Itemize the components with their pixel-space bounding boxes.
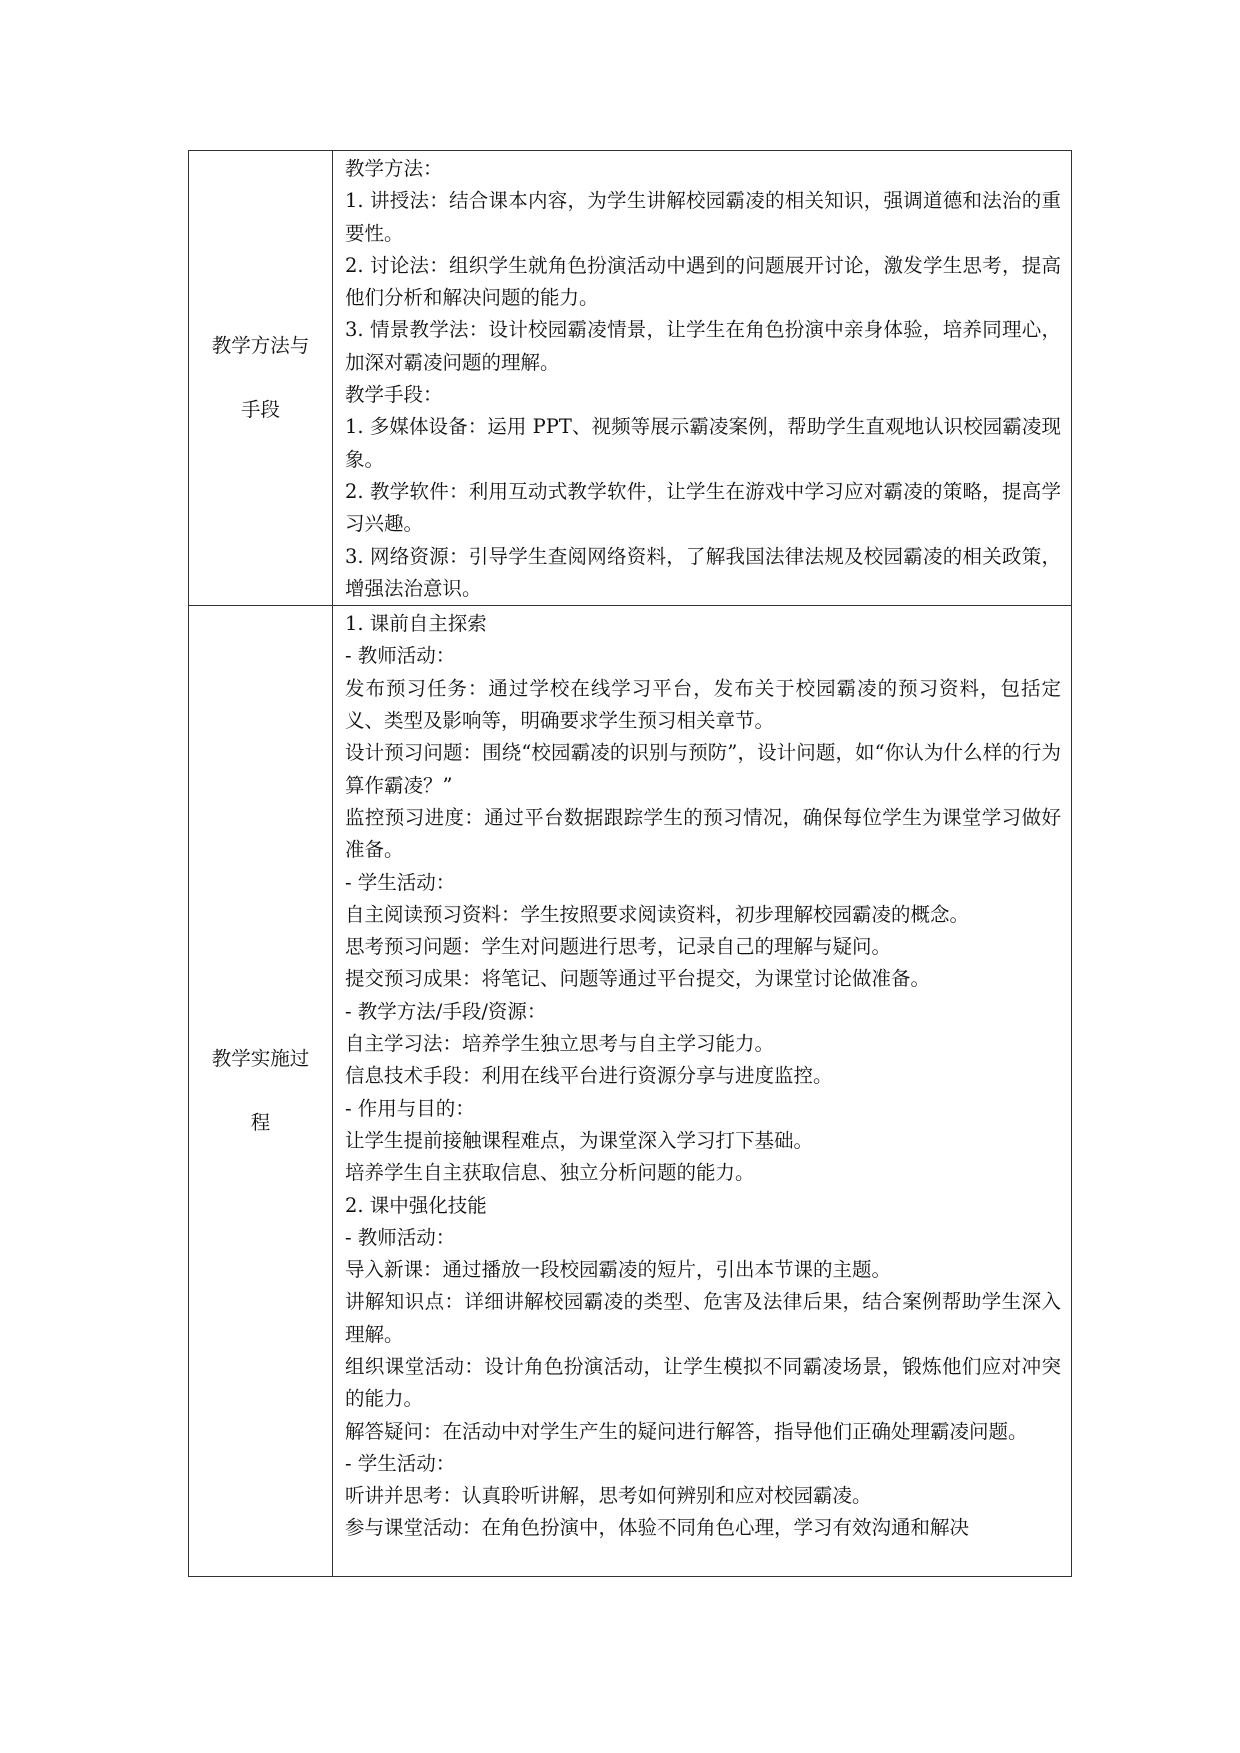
paragraph: 监控预习进度：通过平台数据跟踪学生的预习情况，确保每位学生为课堂学习做好准备。 (345, 805, 1061, 862)
paragraph: 自主学习法：培养学生独立思考与自主学习能力。 (345, 1032, 775, 1056)
lesson-plan-table (188, 150, 1072, 1577)
row-label-line: 手段 (240, 398, 280, 422)
paragraph: 教学方法： (345, 157, 443, 180)
paragraph: - 作用与目的： (345, 1096, 475, 1120)
row-label-line: 程 (250, 1111, 271, 1135)
table-row-methods (189, 151, 1072, 606)
paragraph: 2. 课中强化技能 (345, 1193, 487, 1217)
paragraph: 让学生提前接触课程难点，为课堂深入学习打下基础。 (345, 1128, 814, 1152)
paragraph: 组织课堂活动：设计角色扮演活动，让学生模拟不同霸凌场景，锻炼他们应对冲突的能力。 (345, 1354, 1061, 1411)
paragraph: 信息技术手段：利用在线平台进行资源分享与进度监控。 (345, 1064, 833, 1088)
paragraph: 自主阅读预习资料：学生按照要求阅读资料，初步理解校园霸凌的概念。 (345, 902, 970, 926)
paragraph: - 教师活动： (345, 1225, 456, 1249)
paragraph: 1. 多媒体设备：运用 PPT、视频等展示霸凌案例，帮助学生直观地认识校园霸凌现象。 (345, 415, 1061, 471)
paragraph: 3. 情景教学法：设计校园霸凌情景，让学生在角色扮演中亲身体验，培养同理心，加深对霸凌问题的理解。 (345, 318, 1061, 374)
paragraph: 听讲并思考：认真聆听讲解，思考如何辨别和应对校园霸凌。 (345, 1484, 872, 1508)
row-label-cell (189, 151, 333, 606)
paragraph: 思考预习问题：学生对问题进行思考，记录自己的理解与疑问。 (345, 935, 892, 959)
paragraph: 讲解知识点：详细讲解校园霸凌的类型、危害及法律后果，结合案例帮助学生深入理解。 (345, 1290, 1061, 1346)
paragraph: 提交预习成果：将笔记、问题等通过平台提交，为课堂讨论做准备。 (345, 967, 931, 991)
row-label-line: 教学实施过 (211, 1047, 310, 1071)
paragraph: 设计预习问题：围绕“校园霸凌的识别与预防”，设计问题，如“你认为什么样的行为算作霸凌？” (345, 741, 1061, 797)
paragraph: - 学生活动： (345, 1451, 456, 1475)
paragraph: 导入新课：通过播放一段校园霸凌的短片，引出本节课的主题。 (345, 1258, 892, 1282)
paragraph: 参与课堂活动：在角色扮演中，体验不同角色心理，学习有效沟通和解决 (345, 1516, 970, 1540)
row-content-cell (333, 606, 1072, 1577)
table-row-process (189, 606, 1072, 1577)
paragraph: 教学手段： (345, 383, 443, 407)
paragraph: 发布预习任务：通过学校在线学习平台，发布关于校园霸凌的预习资料，包括定义、类型及影响等，明确要求学生预习相关章节。 (345, 676, 1061, 733)
paragraph: 1. 课前自主探索 (345, 612, 487, 636)
paragraph: 培养学生自主获取信息、独立分析问题的能力。 (345, 1161, 755, 1185)
row-label-line: 教学方法与 (211, 334, 310, 358)
paragraph: 2. 讨论法：组织学生就角色扮演活动中遇到的问题展开讨论，激发学生思考，提高他们分析和解决问题的能力。 (345, 253, 1061, 310)
paragraph: 3. 网络资源：引导学生查阅网络资料，了解我国法律法规及校园霸凌的相关政策，增强法治意识。 (345, 544, 1061, 600)
paragraph: - 教学方法/手段/资源： (345, 999, 547, 1023)
paragraph: - 教师活动： (345, 644, 456, 668)
paragraph: 2. 教学软件：利用互动式教学软件，让学生在游戏中学习应对霸凌的策略，提高学习兴趣。 (345, 479, 1061, 536)
paragraph: 解答疑问：在活动中对学生产生的疑问进行解答，指导他们正确处理霸凌问题。 (345, 1419, 1028, 1443)
paragraph: 1. 讲授法：结合课本内容，为学生讲解校园霸凌的相关知识，强调道德和法治的重要性。 (345, 189, 1061, 245)
row-content-cell (333, 151, 1072, 606)
paragraph: - 学生活动： (345, 870, 456, 894)
row-label-cell (189, 606, 333, 1577)
